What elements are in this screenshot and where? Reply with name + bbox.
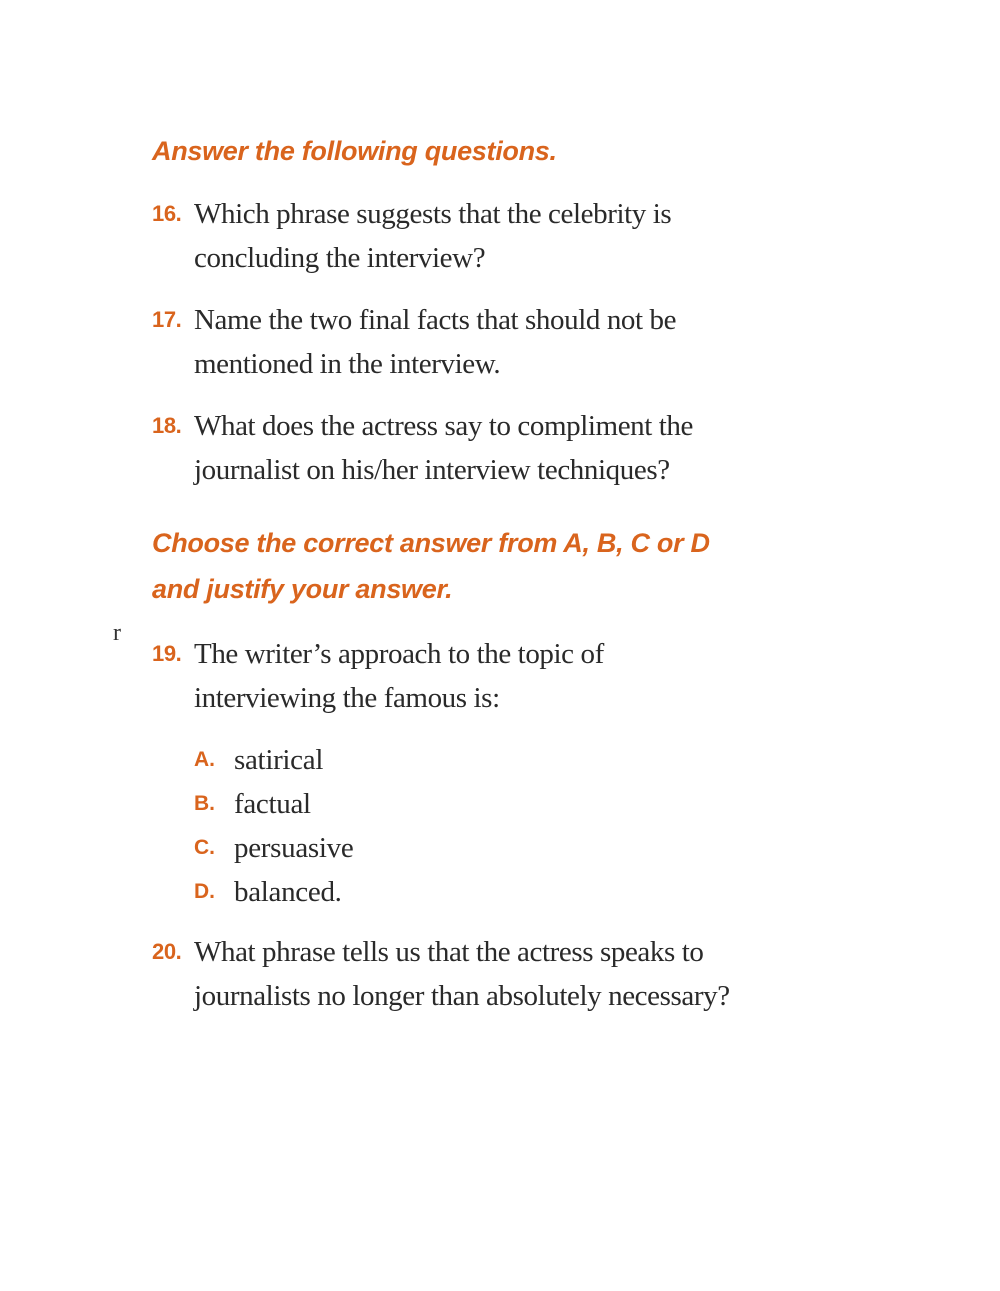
option-text: satirical <box>234 744 324 776</box>
question-17 <box>152 298 772 386</box>
question-text: Name the two final facts that should not be mentioned in the interview. <box>194 304 677 380</box>
question-19 <box>152 632 772 720</box>
answer-options <box>194 738 353 914</box>
question-18 <box>152 404 772 492</box>
question-number: 16. <box>152 201 182 226</box>
question-number: 19. <box>152 641 182 666</box>
option-letter: C. <box>194 836 215 859</box>
question-text: Which phrase suggests that the celebrity is concluding the interview? <box>194 198 672 274</box>
option-text: balanced. <box>234 876 342 908</box>
question-number: 17. <box>152 307 182 332</box>
question-text: The writer’s approach to the topic of interviewing the famous is: <box>194 638 604 714</box>
question-number: 18. <box>152 413 182 438</box>
question-text: What does the actress say to compliment the journalist on his/her interview techniques? <box>194 410 694 486</box>
question-number: 20. <box>152 939 182 964</box>
question-text: What phrase tells us that the actress speaks to journalists no longer than absolutely necessary? <box>194 936 730 1012</box>
section-heading-questions: Answer the following questions. <box>152 136 557 166</box>
option-text: factual <box>234 788 311 820</box>
stray-mark: r <box>113 620 121 646</box>
question-20 <box>152 930 772 1018</box>
option-letter: D. <box>194 880 215 903</box>
option-a[interactable] <box>194 738 353 782</box>
section-heading-multiple-choice: Choose the correct answer from A, B, C or D and justify your answer. <box>152 528 710 604</box>
option-letter: B. <box>194 792 215 815</box>
option-d[interactable] <box>194 870 353 914</box>
option-b[interactable] <box>194 782 353 826</box>
question-16 <box>152 192 772 280</box>
option-text: persuasive <box>234 832 354 864</box>
option-letter: A. <box>194 748 215 771</box>
option-c[interactable] <box>194 826 353 870</box>
